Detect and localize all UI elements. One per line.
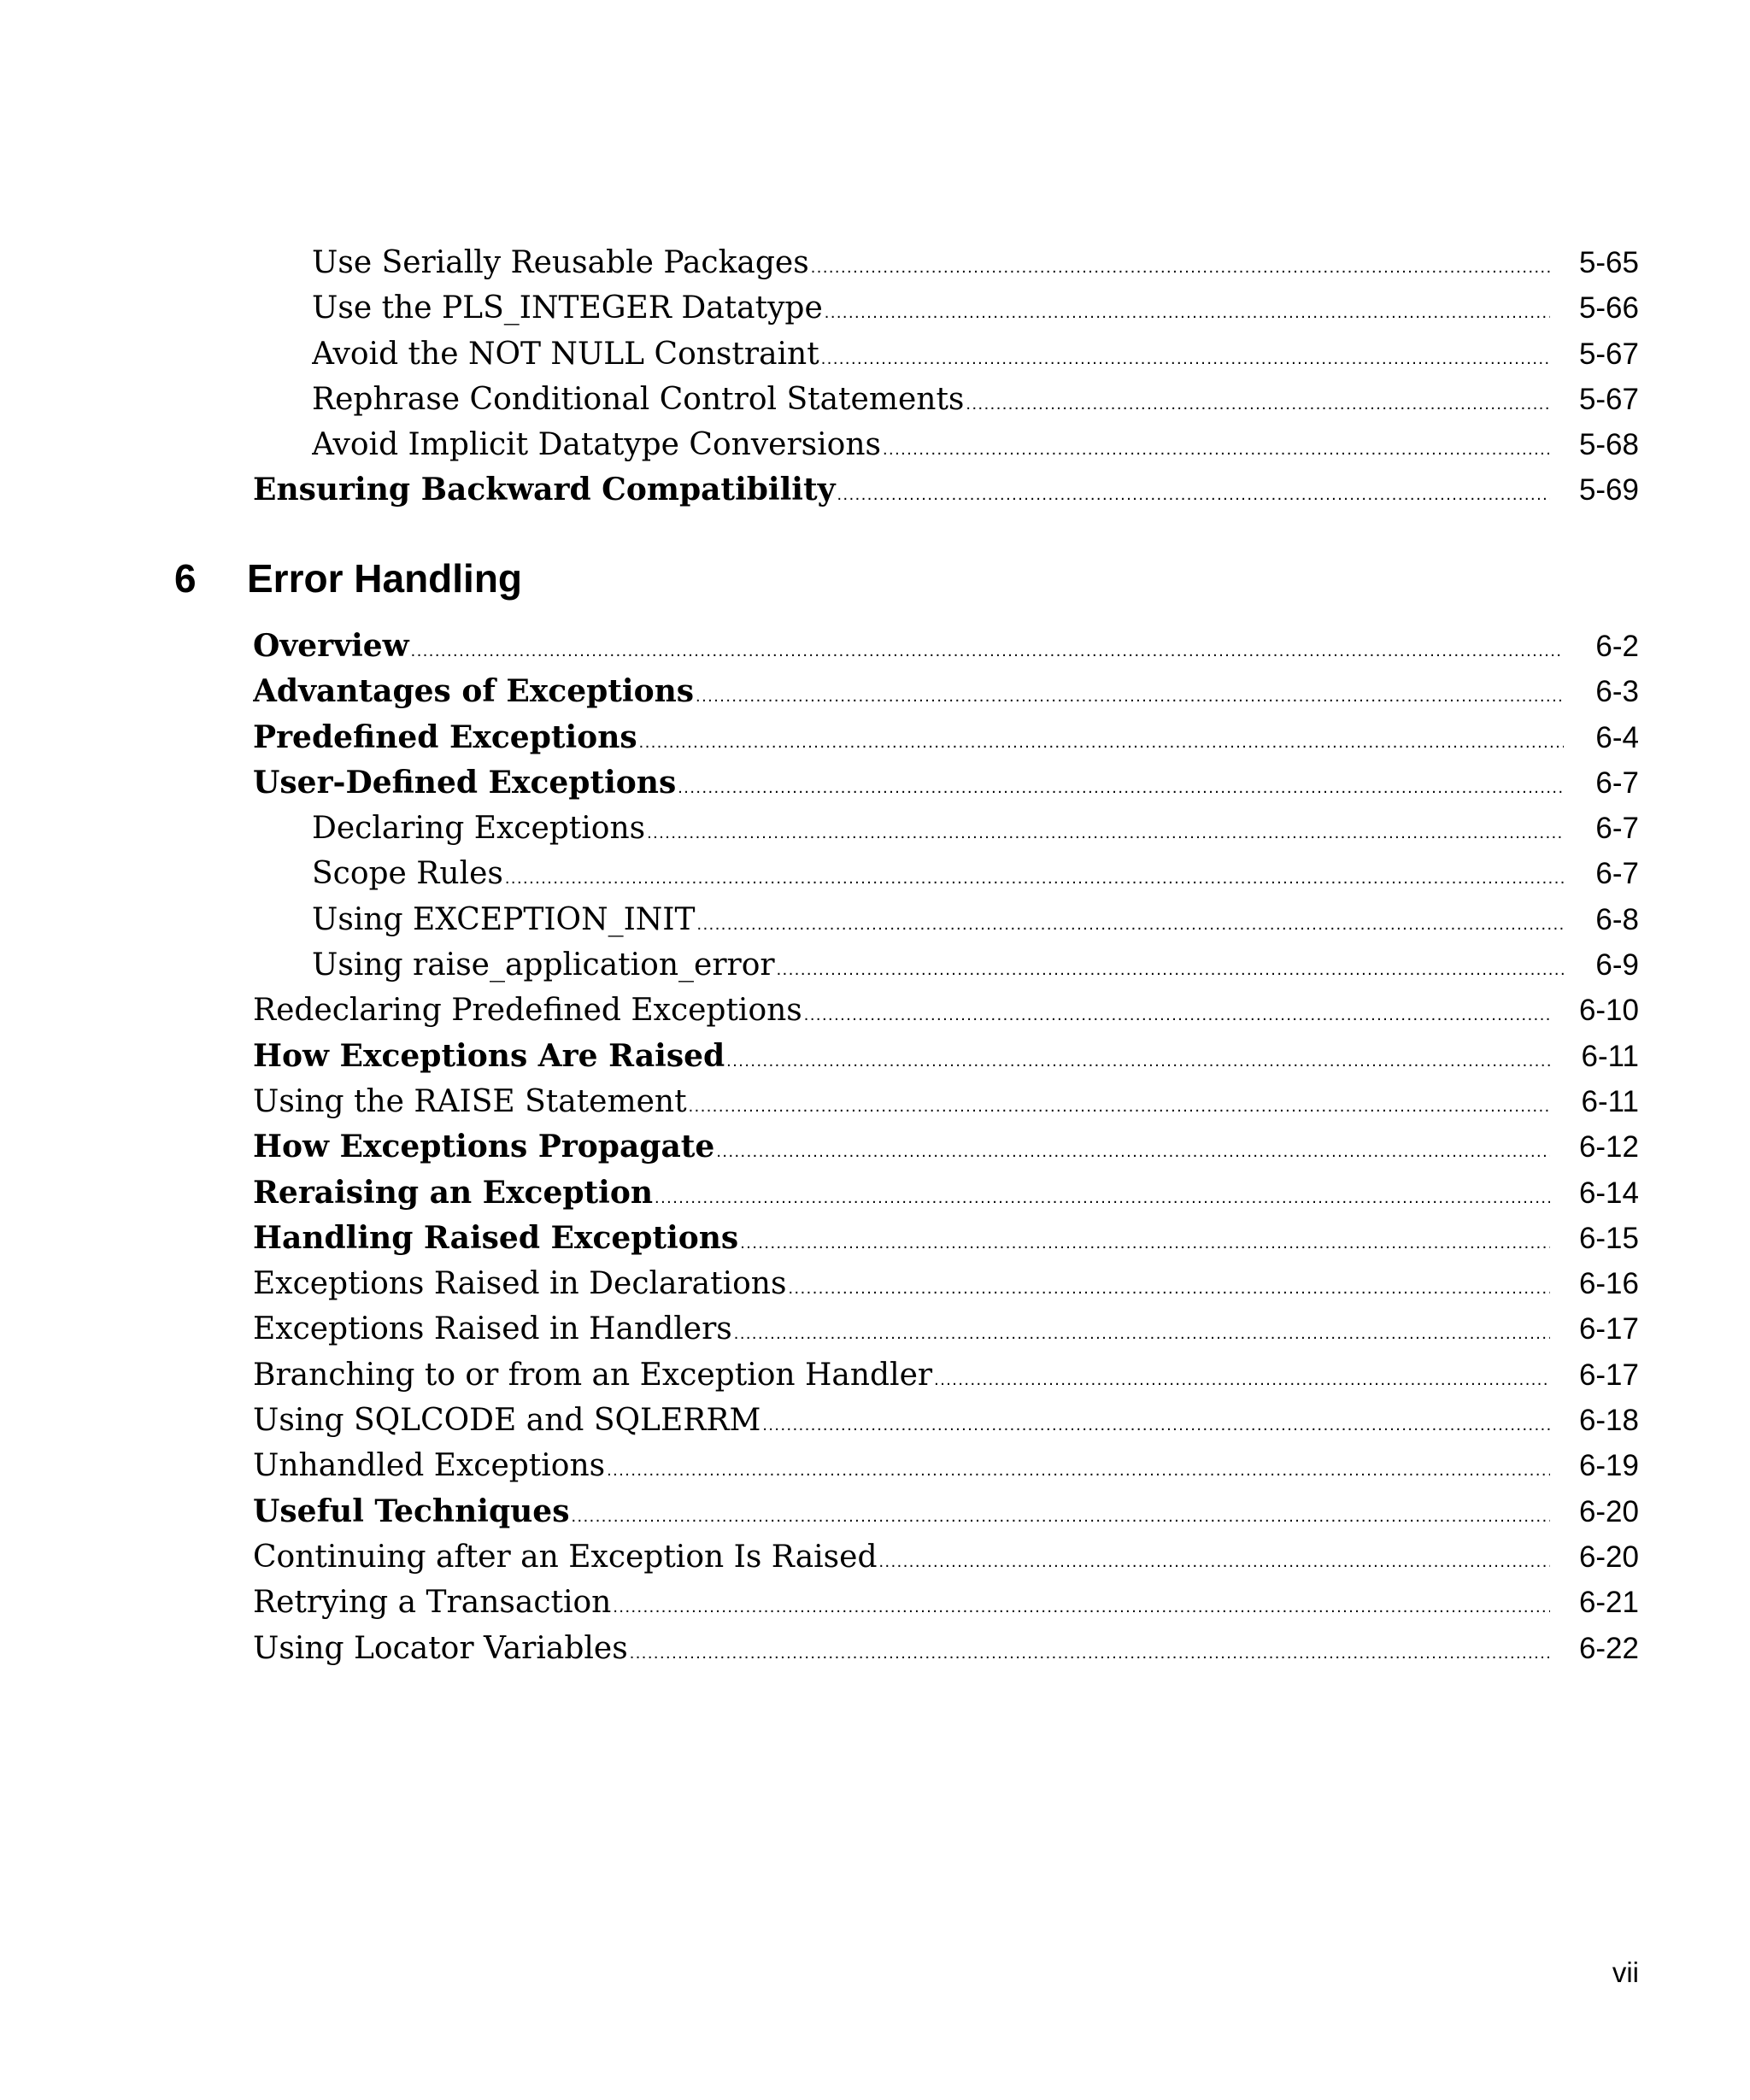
dot-leader	[804, 993, 1550, 1033]
dot-leader	[647, 811, 1564, 851]
toc-entry-title: Use Serially Reusable Packages	[312, 245, 809, 280]
toc-entry-subsection[interactable]	[312, 240, 1639, 285]
toc-entry-title: Reraising an Exception	[253, 1174, 654, 1211]
toc-entry-title: User-Defined Exceptions	[253, 764, 677, 801]
dot-leader	[697, 902, 1564, 942]
toc-row	[253, 1626, 1639, 1671]
toc-row	[253, 1534, 1639, 1580]
toc-entry-subsection[interactable]	[253, 1352, 1639, 1398]
toc-entry-page-number: 6-16	[1578, 1267, 1639, 1301]
toc-row	[253, 1034, 1639, 1079]
toc-entry-subsection[interactable]	[312, 942, 1639, 988]
toc-entry-section[interactable]	[253, 467, 1639, 513]
chapter-heading	[174, 555, 522, 615]
toc-entry-page-number: 6-10	[1578, 994, 1639, 1028]
toc-entry-page-number: 6-4	[1595, 720, 1639, 754]
toc-row	[253, 669, 1639, 714]
toc-row	[253, 422, 1639, 467]
toc-entry-title: How Exceptions Are Raised	[253, 1037, 725, 1074]
toc-entry-subsection[interactable]	[253, 1580, 1639, 1625]
toc-row	[253, 1489, 1639, 1534]
dot-leader	[696, 674, 1564, 714]
toc-entry-title: Overview	[253, 628, 409, 664]
toc-entry-page-number: 6-20	[1578, 1540, 1639, 1574]
toc-entry-title: Advantages of Exceptions	[253, 673, 695, 710]
dot-leader	[716, 1129, 1550, 1170]
toc-row	[253, 806, 1639, 851]
dot-leader	[607, 1448, 1550, 1488]
dot-leader	[689, 1084, 1550, 1124]
toc-entry-page-number: 5-67	[1578, 382, 1639, 416]
toc-row	[253, 1079, 1639, 1124]
toc-entry-subsection[interactable]	[312, 422, 1639, 467]
toc-entry-subsection[interactable]	[253, 988, 1639, 1033]
toc-entry-subsection[interactable]	[253, 1079, 1639, 1124]
toc-entry-title: Declaring Exceptions	[312, 811, 646, 847]
dot-leader	[411, 629, 1564, 669]
toc-entry-page-number: 6-7	[1595, 812, 1639, 846]
toc-entry-page-number: 6-22	[1578, 1631, 1639, 1665]
toc-row	[253, 851, 1639, 896]
toc-entry-title: Branching to or from an Exception Handler	[253, 1357, 933, 1393]
toc-entry-page-number: 6-20	[1578, 1494, 1639, 1528]
dot-leader	[825, 290, 1550, 331]
toc-row	[253, 942, 1639, 988]
toc-entry-subsection[interactable]	[253, 1626, 1639, 1671]
toc-row	[253, 715, 1639, 760]
toc-entry-title: How Exceptions Propagate	[253, 1129, 715, 1165]
page-folio: vii	[1612, 1956, 1639, 1988]
toc-row	[253, 1443, 1639, 1488]
toc-row	[253, 1352, 1639, 1398]
toc-section-chapter-6	[253, 624, 1639, 1671]
toc-entry-title: Ensuring Backward Compatibility	[253, 472, 836, 508]
toc-entry-title: Rephrase Conditional Control Statements	[312, 381, 965, 417]
toc-row	[253, 467, 1639, 513]
dot-leader	[821, 337, 1550, 377]
toc-entry-subsection[interactable]	[253, 1398, 1639, 1443]
toc-entry-title: Useful Techniques	[253, 1493, 570, 1529]
toc-entry-page-number: 6-7	[1595, 857, 1639, 891]
toc-entry-title: Using EXCEPTION_INIT	[312, 901, 696, 937]
toc-entry-subsection[interactable]	[253, 1306, 1639, 1352]
dot-leader	[571, 1494, 1550, 1534]
toc-entry-section[interactable]	[253, 1489, 1639, 1534]
toc-entry-title: Avoid the NOT NULL Constraint	[312, 336, 819, 372]
toc-entry-page-number: 6-7	[1595, 766, 1639, 800]
dot-leader	[726, 1039, 1550, 1079]
dot-leader	[837, 472, 1551, 513]
toc-entry-page-number: 6-8	[1595, 902, 1639, 936]
dot-leader	[678, 766, 1564, 806]
toc-entry-page-number: 6-11	[1581, 1039, 1639, 1073]
dot-leader	[883, 427, 1550, 467]
toc-row	[253, 1580, 1639, 1625]
chapter-title: Error Handling	[247, 556, 523, 601]
toc-entry-page-number: 5-66	[1578, 291, 1639, 326]
toc-entry-title: Redeclaring Predefined Exceptions	[253, 993, 802, 1029]
toc-entry-page-number: 6-21	[1578, 1586, 1639, 1620]
toc-entry-section[interactable]	[253, 669, 1639, 714]
dot-leader	[740, 1221, 1550, 1261]
toc-row	[253, 1170, 1639, 1216]
toc-entry-title: Using SQLCODE and SQLERRM	[253, 1403, 761, 1439]
dot-leader	[966, 382, 1550, 422]
toc-entry-page-number: 6-2	[1595, 630, 1639, 663]
dot-leader	[655, 1176, 1550, 1216]
toc-entry-title: Avoid Implicit Datatype Conversions	[312, 427, 881, 463]
toc-entry-title: Use the PLS_INTEGER Datatype	[312, 290, 823, 326]
dot-leader	[630, 1631, 1550, 1671]
toc-entry-subsection[interactable]	[312, 806, 1639, 851]
toc-entry-title: Using raise_application_error	[312, 947, 775, 983]
toc-entry-subsection[interactable]	[253, 1261, 1639, 1306]
toc-section-continued	[253, 240, 1639, 513]
toc-row	[253, 377, 1639, 422]
toc-row	[253, 1261, 1639, 1306]
toc-entry-title: Handling Raised Exceptions	[253, 1219, 739, 1256]
toc-entry-title: Scope Rules	[312, 856, 503, 892]
toc-entry-section[interactable]	[253, 1124, 1639, 1170]
toc-entry-page-number: 6-14	[1578, 1176, 1639, 1210]
dot-leader	[777, 947, 1564, 988]
toc-row	[253, 240, 1639, 285]
dot-leader	[734, 1311, 1550, 1352]
toc-entry-title: Using the RAISE Statement	[253, 1083, 687, 1119]
dot-leader	[613, 1585, 1550, 1625]
toc-entry-section[interactable]	[253, 624, 1639, 669]
dot-leader	[788, 1266, 1550, 1306]
toc-row	[253, 988, 1639, 1033]
toc-row	[253, 760, 1639, 806]
toc-row	[253, 624, 1639, 669]
toc-entry-title: Retrying a Transaction	[253, 1585, 612, 1621]
toc-entry-section[interactable]	[253, 1170, 1639, 1216]
dot-leader	[934, 1358, 1550, 1398]
toc-entry-page-number: 6-11	[1581, 1084, 1639, 1118]
toc-entry-title: Exceptions Raised in Handlers	[253, 1311, 732, 1347]
toc-entry-subsection[interactable]	[312, 851, 1639, 896]
toc-row	[253, 1124, 1639, 1170]
toc-entry-page-number: 6-18	[1578, 1404, 1639, 1438]
toc-entry-subsection[interactable]	[312, 331, 1639, 377]
toc-entry-page-number: 6-17	[1578, 1312, 1639, 1346]
toc-entry-page-number: 6-19	[1578, 1449, 1639, 1483]
toc-entry-page-number: 5-69	[1578, 473, 1639, 507]
toc-row	[253, 1306, 1639, 1352]
toc-entry-subsection[interactable]	[312, 285, 1639, 331]
toc-entry-subsection[interactable]	[253, 1443, 1639, 1488]
toc-entry-subsection[interactable]	[312, 897, 1639, 942]
toc-entry-subsection[interactable]	[312, 377, 1639, 422]
toc-entry-page-number: 6-15	[1578, 1221, 1639, 1255]
toc-row	[253, 285, 1639, 331]
toc-row	[253, 331, 1639, 377]
dot-leader	[811, 245, 1550, 285]
toc-entry-page-number: 6-12	[1578, 1130, 1639, 1164]
toc-entry-page-number: 5-68	[1578, 428, 1639, 462]
dot-leader	[639, 720, 1564, 760]
toc-entry-page-number: 5-65	[1578, 246, 1639, 279]
toc-entry-section[interactable]	[253, 1034, 1639, 1079]
toc-entry-title: Using Locator Variables	[253, 1630, 628, 1666]
toc-row	[253, 1398, 1639, 1443]
toc-entry-page-number: 5-67	[1578, 337, 1639, 371]
toc-entry-title: Continuing after an Exception Is Raised	[253, 1539, 878, 1575]
toc-row	[253, 897, 1639, 942]
toc-row	[253, 1216, 1639, 1261]
toc-entry-title: Predefined Exceptions	[253, 719, 637, 755]
dot-leader	[762, 1403, 1550, 1443]
toc-entry-title: Unhandled Exceptions	[253, 1448, 606, 1484]
toc-entry-section[interactable]	[253, 1216, 1639, 1261]
dot-leader	[879, 1540, 1551, 1580]
toc-entry-subsection[interactable]	[253, 1534, 1639, 1580]
toc-entry-section[interactable]	[253, 715, 1639, 760]
toc-entry-section[interactable]	[253, 760, 1639, 806]
toc-entry-page-number: 6-3	[1595, 675, 1639, 709]
dot-leader	[505, 856, 1564, 896]
chapter-number: 6	[174, 556, 197, 601]
toc-entry-page-number: 6-9	[1595, 948, 1639, 983]
toc-entry-title: Exceptions Raised in Declarations	[253, 1266, 787, 1302]
toc-entry-page-number: 6-17	[1578, 1358, 1639, 1392]
